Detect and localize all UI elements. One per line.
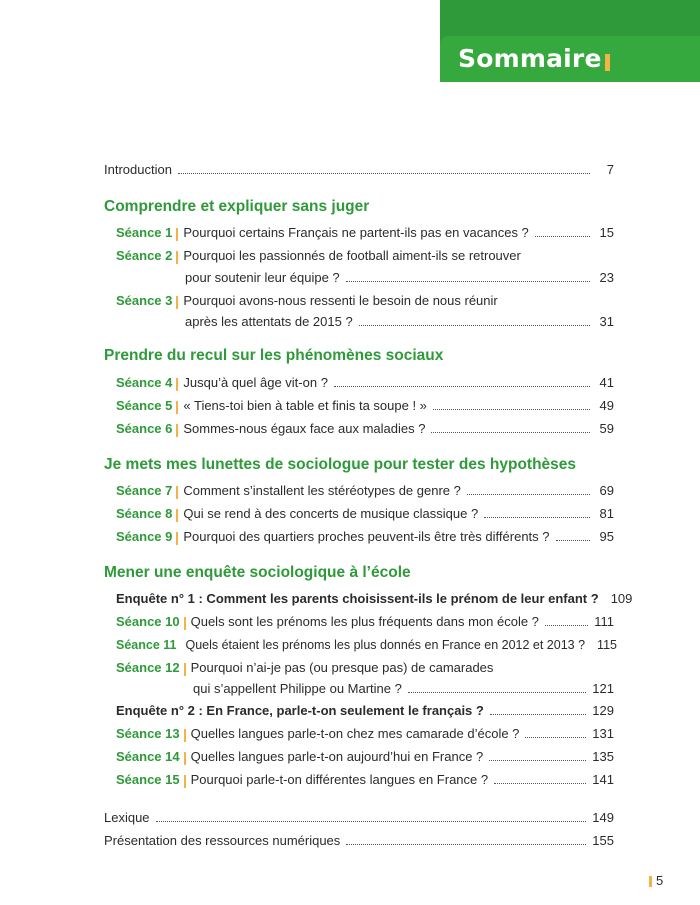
toc-entry-seance-5[interactable] [116, 394, 614, 414]
toc-entry-page: 81 [599, 506, 614, 521]
toc-entry-label: Pourquoi certains Français ne partent-ils pas en vacances ? [183, 225, 529, 240]
seance-label: Séance 8 [116, 506, 173, 521]
toc-entry-seance-12-cont[interactable] [193, 677, 614, 697]
seance-label: Séance 10 [116, 614, 180, 629]
toc-entry-label: Jusqu’à quel âge vit-on ? [183, 375, 328, 390]
toc-entry-seance-10[interactable] [116, 610, 614, 630]
toc-entry-page: 23 [599, 270, 614, 285]
seance-label: Séance 11 [116, 638, 177, 652]
toc-entry-label: Pourquoi n’ai-je pas (ou presque pas) de camarades [190, 660, 494, 675]
toc-entry-seance-4[interactable] [116, 371, 614, 391]
toc-entry-page: 31 [599, 314, 614, 329]
seance-label: Séance 6 [116, 421, 173, 436]
section-title: Mener une enquête sociologique à l’école [104, 564, 411, 581]
toc-entry-enquete-1[interactable] [116, 587, 633, 607]
seance-label: Séance 12 [116, 660, 180, 675]
seance-label: Séance 4 [116, 375, 173, 390]
enquete-label: Enquête n° 1 : Comment les parents choisissent-ils le prénom de leur enfant ? [116, 591, 599, 606]
footer-accent-bar [649, 876, 652, 887]
toc-entry-label: Comment s’installent les stéréotypes de genre ? [183, 483, 461, 498]
toc-entry-page: 141 [592, 772, 614, 787]
seance-label: Séance 7 [116, 483, 173, 498]
title-accent-bar [605, 54, 610, 71]
toc-entry-label-cont: qui s’appellent Philippe ou Martine ? [193, 681, 402, 696]
toc-entry-label-cont: pour soutenir leur équipe ? [185, 270, 340, 285]
toc-entry-seance-1[interactable] [116, 221, 614, 241]
toc-entry-label: « Tiens-toi bien à table et finis ta soupe ! » [183, 398, 427, 413]
toc-entry-page: 131 [592, 726, 614, 741]
seance-label: Séance 1 [116, 225, 173, 240]
toc-entry-label: Pourquoi parle-t-on différentes langues en France ? [190, 772, 489, 787]
section-title: Je mets mes lunettes de sociologue pour tester des hypothèses [104, 456, 577, 473]
toc-entry-page: 109 [610, 591, 633, 606]
section-title: Prendre du recul sur les phénomènes sociaux [104, 347, 444, 364]
toc-entry-seance-8[interactable] [116, 502, 614, 522]
enquete-label: Enquête n° 2 : En France, parle-t-on seulement le français ? [116, 703, 484, 718]
toc-entry-page: 121 [592, 681, 614, 696]
toc-entry-label: Quels sont les prénoms les plus fréquents dans mon école ? [190, 614, 539, 629]
toc-entry-page: 135 [592, 749, 614, 764]
toc-entry-label: Quelles langues parle-t-on chez mes camarade d’école ? [190, 726, 520, 741]
seance-label: Séance 2 [116, 248, 173, 263]
toc-entry-seance-2-cont[interactable] [185, 266, 614, 286]
toc-entry-seance-13[interactable] [116, 722, 614, 742]
toc-entry-label: Quelles langues parle-t-on aujourd’hui en France ? [190, 749, 484, 764]
toc-entry-label: Quels étaient les prénoms les plus donnés en France en 2012 et 2013 ? [185, 638, 586, 652]
toc-entry-page: 49 [599, 398, 614, 413]
toc-entry-page: 129 [592, 703, 614, 718]
toc-entry-label: Pourquoi les passionnés de football aiment-ils se retrouver [183, 248, 521, 263]
page-title: Sommaire [458, 44, 602, 73]
seance-label: Séance 5 [116, 398, 173, 413]
toc-entry-seance-12[interactable] [116, 656, 614, 676]
toc-entry-label: Pourquoi avons-nous ressenti le besoin de nous réunir [183, 293, 498, 308]
toc-entry-seance-14[interactable] [116, 745, 614, 765]
toc-entry-seance-3-cont[interactable] [185, 310, 614, 330]
toc-entry-page: 149 [592, 810, 614, 825]
toc-entry-seance-15[interactable] [116, 768, 614, 788]
toc-entry-enquete-2[interactable] [116, 699, 614, 719]
section-title: Comprendre et expliquer sans juger [104, 198, 370, 215]
toc-entry-page: 155 [592, 833, 614, 848]
toc-entry-label: Lexique [104, 810, 150, 825]
toc-entry-page: 15 [599, 225, 614, 240]
toc-entry-ressources[interactable] [104, 829, 614, 849]
toc-entry-page: 95 [599, 529, 614, 544]
toc-entry-page: 7 [606, 162, 614, 177]
seance-label: Séance 15 [116, 772, 180, 787]
toc-entry-seance-7[interactable] [116, 479, 614, 499]
seance-label: Séance 3 [116, 293, 173, 308]
toc-entry-seance-11[interactable] [116, 633, 617, 653]
toc-entry-label: Présentation des ressources numériques [104, 833, 341, 848]
toc-entry-introduction[interactable] [104, 158, 614, 178]
toc-entry-label-cont: après les attentats de 2015 ? [185, 314, 353, 329]
toc-entry-page: 111 [594, 614, 614, 629]
seance-label: Séance 9 [116, 529, 173, 544]
toc-entry-label: Sommes-nous égaux face aux maladies ? [183, 421, 426, 436]
toc-entry-seance-9[interactable] [116, 525, 614, 545]
toc-entry-lexique[interactable] [104, 806, 614, 826]
toc-entry-page: 69 [599, 483, 614, 498]
seance-label: Séance 13 [116, 726, 180, 741]
toc-entry-seance-6[interactable] [116, 417, 614, 437]
toc-entry-page: 41 [599, 375, 614, 390]
toc-entry-label: Qui se rend à des concerts de musique classique ? [183, 506, 479, 521]
seance-label: Séance 14 [116, 749, 180, 764]
toc-entry-seance-2[interactable] [116, 244, 614, 264]
page-number: 5 [656, 873, 664, 888]
toc-entry-seance-3[interactable] [116, 289, 614, 309]
toc-entry-page: 59 [599, 421, 614, 436]
toc-entry-label: Introduction [104, 162, 172, 177]
toc-entry-label: Pourquoi des quartiers proches peuvent-ils être très différents ? [183, 529, 550, 544]
toc-entry-page: 115 [597, 638, 617, 652]
